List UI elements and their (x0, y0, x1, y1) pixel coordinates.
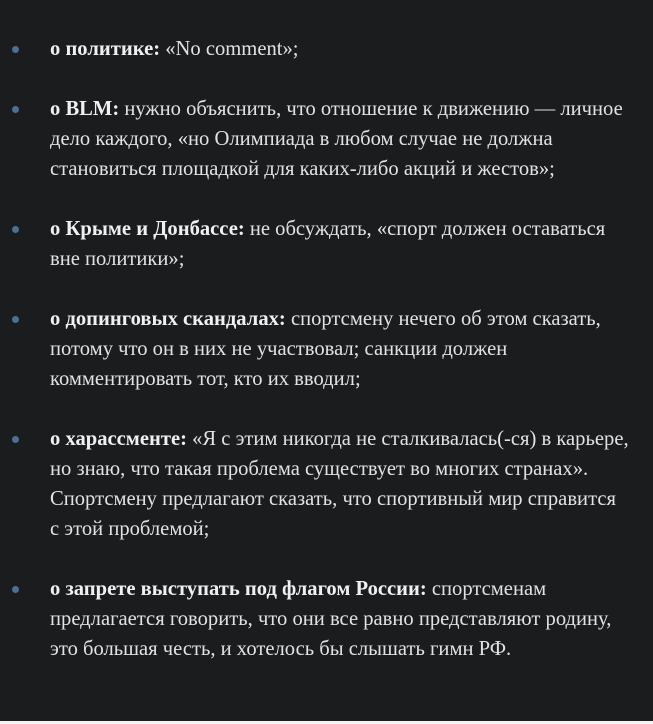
item-text: нужно объяснить, что отношение к движению — личное дело каждого, «но Олимпиада в любом случае не должна становиться площадкой для каких-либо акций и жестов»; (50, 98, 623, 180)
item-term: о запрете выступать под флагом России: (50, 578, 427, 600)
list-item-politics (10, 34, 629, 64)
item-term: о BLM: (50, 98, 120, 120)
list-item-crimea-donbass (10, 214, 629, 274)
bullet-icon (12, 436, 19, 443)
item-text: спортсменам предлагается говорить, что они все равно представляют родину, это большая честь, и хотелось бы слышать гимн РФ. (50, 578, 612, 660)
bullet-icon (12, 46, 19, 53)
bullet-icon (12, 316, 19, 323)
bullet-icon (12, 226, 19, 233)
item-term: о Крыме и Донбассе: (50, 218, 245, 240)
item-term: о харассменте: (50, 428, 187, 450)
item-text: «Я с этим никогда не сталкивалась(-ся) в карьере, но знаю, что такая проблема существует во многих странах». Спортсмену предлагают сказать, что спортивный мир справится с этой проблемой; (50, 428, 629, 540)
bullet-icon (12, 106, 19, 113)
list-item-blm (10, 94, 629, 184)
item-text: «No comment»; (160, 38, 299, 60)
guidelines-list (10, 34, 629, 664)
list-item-doping (10, 304, 629, 394)
item-text: не обсуждать, «спорт должен оставаться вне политики»; (50, 218, 606, 270)
bullet-icon (12, 586, 19, 593)
item-term: о политике: (50, 38, 161, 60)
list-item-flag-ban (10, 574, 629, 664)
item-text: спортсмену нечего об этом сказать, потому что он в них не участвовал; санкции должен комментировать тот, кто их вводил; (50, 308, 601, 390)
item-term: о допинговых скандалах: (50, 308, 286, 330)
list-item-harassment (10, 424, 629, 544)
